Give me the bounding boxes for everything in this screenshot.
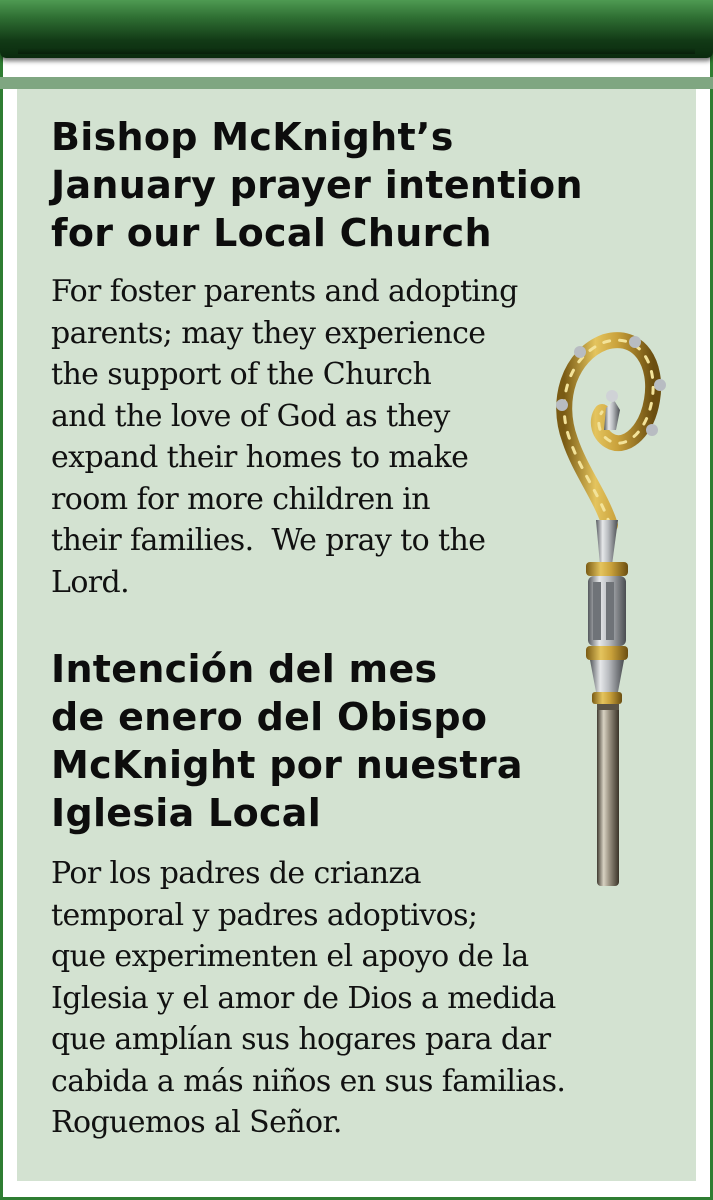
spanish-heading-line: McKnight por nuestra (51, 743, 523, 787)
english-heading-line: for our Local Church (51, 211, 492, 255)
crozier-icon (540, 330, 670, 890)
english-heading-line: January prayer intention (51, 163, 583, 207)
english-body-line: Lord. (51, 564, 130, 600)
spanish-heading (51, 645, 523, 837)
header-stripe (0, 77, 713, 89)
english-intention-text (51, 271, 518, 603)
spanish-body-line: cabida a más niños en sus familias. (51, 1063, 566, 1099)
english-body-line: For foster parents and adopting (51, 274, 518, 309)
english-body-line: parents; may they experience (51, 315, 486, 351)
english-body-line: and the love of God as they (51, 398, 450, 434)
english-body-line: expand their homes to make (51, 440, 469, 475)
spanish-heading-line: Intención del mes (51, 647, 438, 691)
spanish-body-line: Iglesia y el amor de Dios a medida (51, 980, 556, 1016)
spanish-body-line: que experimenten el apoyo de la (51, 939, 529, 974)
english-heading (51, 113, 583, 257)
spanish-body-line: que amplían sus hogares para dar (51, 1022, 551, 1057)
spanish-body-line: temporal y padres adoptivos; (51, 897, 478, 933)
english-body-line: room for more children in (51, 481, 431, 517)
spanish-intention-text (51, 853, 565, 1144)
spanish-body-line: Por los padres de crianza (51, 856, 421, 891)
header-bar (0, 0, 713, 58)
spanish-heading-line: Iglesia Local (51, 791, 322, 835)
english-body-line: their families. We pray to the (51, 523, 486, 558)
spanish-body-line: Roguemos al Señor. (51, 1105, 342, 1140)
english-heading-line: Bishop McKnight’s (51, 115, 454, 159)
english-body-line: the support of the Church (51, 357, 432, 392)
spanish-heading-line: de enero del Obispo (51, 695, 488, 739)
